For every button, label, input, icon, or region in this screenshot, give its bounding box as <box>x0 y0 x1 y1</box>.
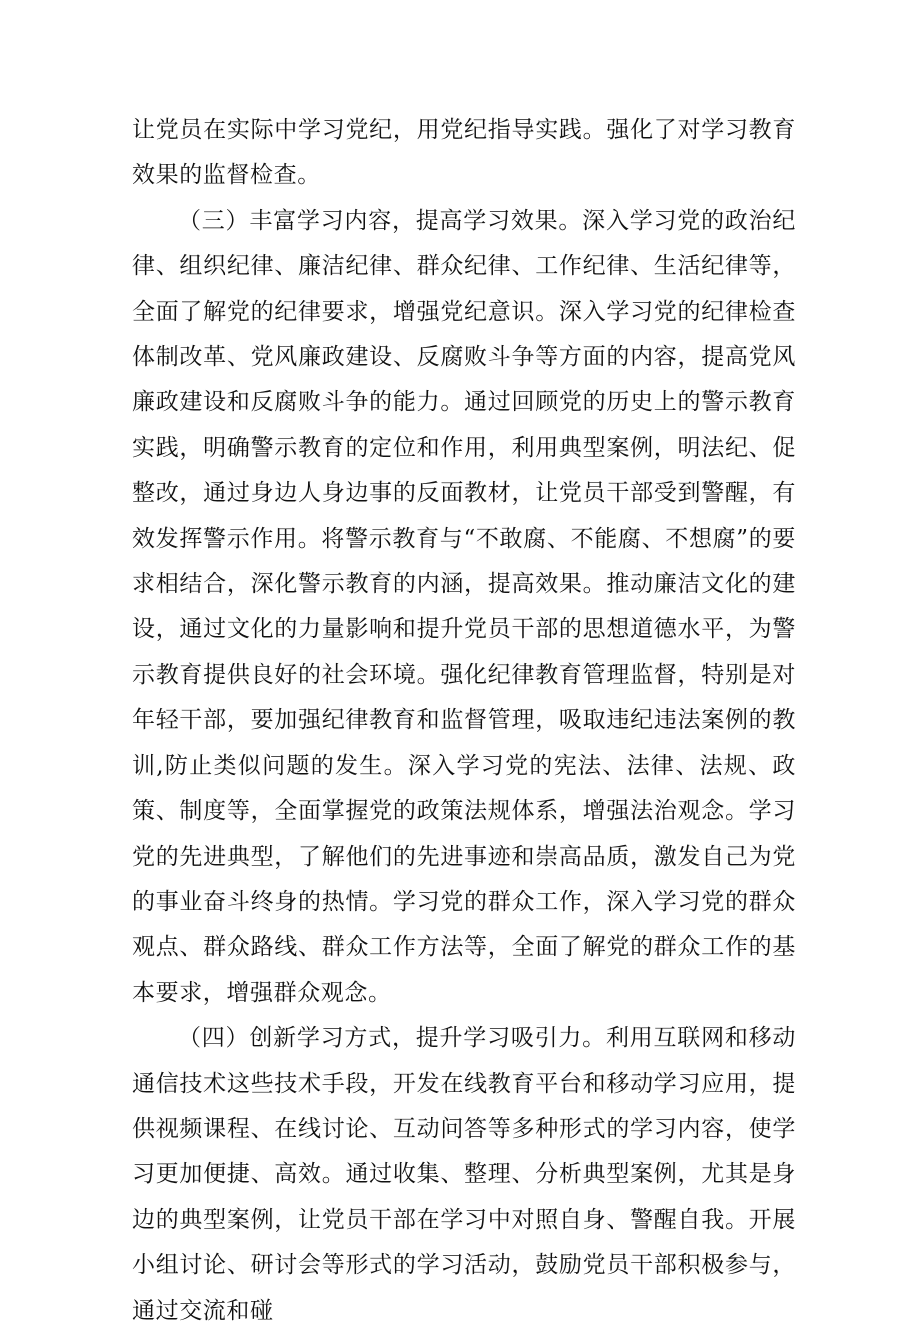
paragraph-section-three: （三）丰富学习内容，提高学习效果。深入学习党的政治纪律、组织纪律、廉洁纪律、群众纪律、工作纪律、生活纪律等，全面了解党的纪律要求，增强党纪意识。深入学习党的纪律检查体制改革、党风廉政建设、反腐败斗争等方面的内容，提高党风廉政建设和反腐败斗争的能力。通过回顾党的历史上的警示教育实践，明确警示教育的定位和作用，利用典型案例，明法纪、促整改，通过身边人身边事的反面教材，让党员干部受到警醒，有效发挥警示作用。将警示教育与“不敢腐、不能腐、不想腐”的要求相结合，深化警示教育的内涵，提高效果。推动廉洁文化的建设，通过文化的力量影响和提升党员干部的思想道德水平，为警示教育提供良好的社会环境。强化纪律教育管理监督，特别是对年轻干部，要加强纪律教育和监督管理，吸取违纪违法案例的教训,防止类似问题的发生。深入学习党的宪法、法律、法规、政策、制度等，全面掌握党的政策法规体系，增强法治观念。学习党的先进典型，了解他们的先进事迹和崇高品质，激发自己为党的事业奋斗终身的热情。学习党的群众工作，深入学习党的群众观点、群众路线、群众工作方法等，全面了解党的群众工作的基本要求，增强群众观念。 <box>132 207 796 1006</box>
paragraph-continuation: 让党员在实际中学习党纪，用党纪指导实践。强化了对学习教育效果的监督检查。 <box>132 117 796 189</box>
document-body <box>132 108 796 1334</box>
paragraph-section-four: （四）创新学习方式，提升学习吸引力。利用互联网和移动通信技术这些技术手段，开发在线教育平台和移动学习应用，提供视频课程、在线讨论、互动问答等多种形式的学习内容，使学习更加便捷、高效。通过收集、整理、分析典型案例，尤其是身边的典型案例，让党员干部在学习中对照自身、警醒自我。开展小组讨论、研讨会等形式的学习活动，鼓励党员干部积极参与，通过交流和碰 <box>132 1025 796 1324</box>
